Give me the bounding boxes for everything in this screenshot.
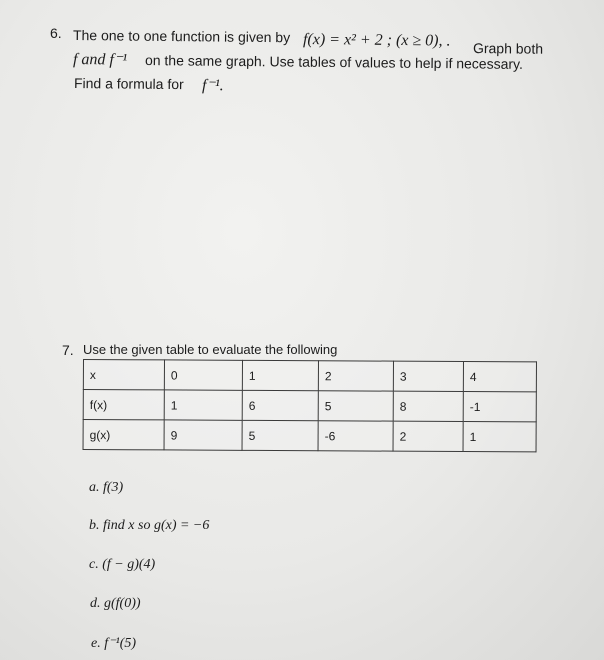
values-table	[83, 359, 537, 452]
table-cell: 0	[164, 360, 242, 390]
problem-6-f-and-inverse: f and f⁻¹	[72, 51, 128, 69]
table-cell: 2	[393, 421, 463, 451]
table-cell: -1	[463, 391, 536, 421]
part-b: b. find x so g(x) = −6	[89, 518, 210, 533]
problem-6-function-definition: f(x) = x² + 2 ; (x ≥ 0), .	[302, 31, 451, 50]
table-row-f	[83, 390, 536, 422]
table-cell: 5	[242, 420, 318, 450]
table-cell: 8	[393, 391, 463, 421]
problem-6-line3-text: Find a formula for	[73, 75, 184, 93]
table-cell: f(x)	[83, 390, 164, 420]
problem-6-inverse-symbol: f⁻¹.	[201, 77, 224, 95]
problem-7-number: 7.	[62, 342, 74, 358]
table-cell: 3	[393, 361, 463, 391]
table-cell: 1	[463, 421, 536, 451]
problem-6-line1-text: The one to one function is given by	[72, 27, 291, 46]
table-cell: 4	[463, 361, 536, 391]
table-cell: 5	[318, 391, 393, 421]
problem-7-instruction: Use the given table to evaluate the following	[83, 342, 338, 357]
part-e: e. f⁻¹(5)	[91, 636, 137, 651]
table-row-x	[83, 360, 536, 392]
table-cell: x	[83, 360, 164, 390]
table-cell: 1	[164, 390, 242, 420]
part-a: a. f(3)	[89, 480, 124, 495]
table-cell: 6	[242, 390, 318, 420]
part-d: d. g(f(0))	[90, 596, 141, 611]
problem-6-line2-text: on the same graph. Use tables of values to help if necessary.	[144, 52, 524, 72]
table-cell: g(x)	[83, 420, 164, 450]
problem-6-line1-tail: Graph both	[472, 40, 544, 57]
table-row-g	[83, 420, 536, 452]
part-c: c. (f − g)(4)	[89, 557, 156, 572]
table-cell: 1	[242, 360, 318, 390]
table-cell: 9	[164, 420, 242, 450]
table-cell: -6	[318, 421, 393, 451]
table-cell: 2	[318, 361, 393, 391]
problem-6-number: 6.	[50, 25, 62, 41]
